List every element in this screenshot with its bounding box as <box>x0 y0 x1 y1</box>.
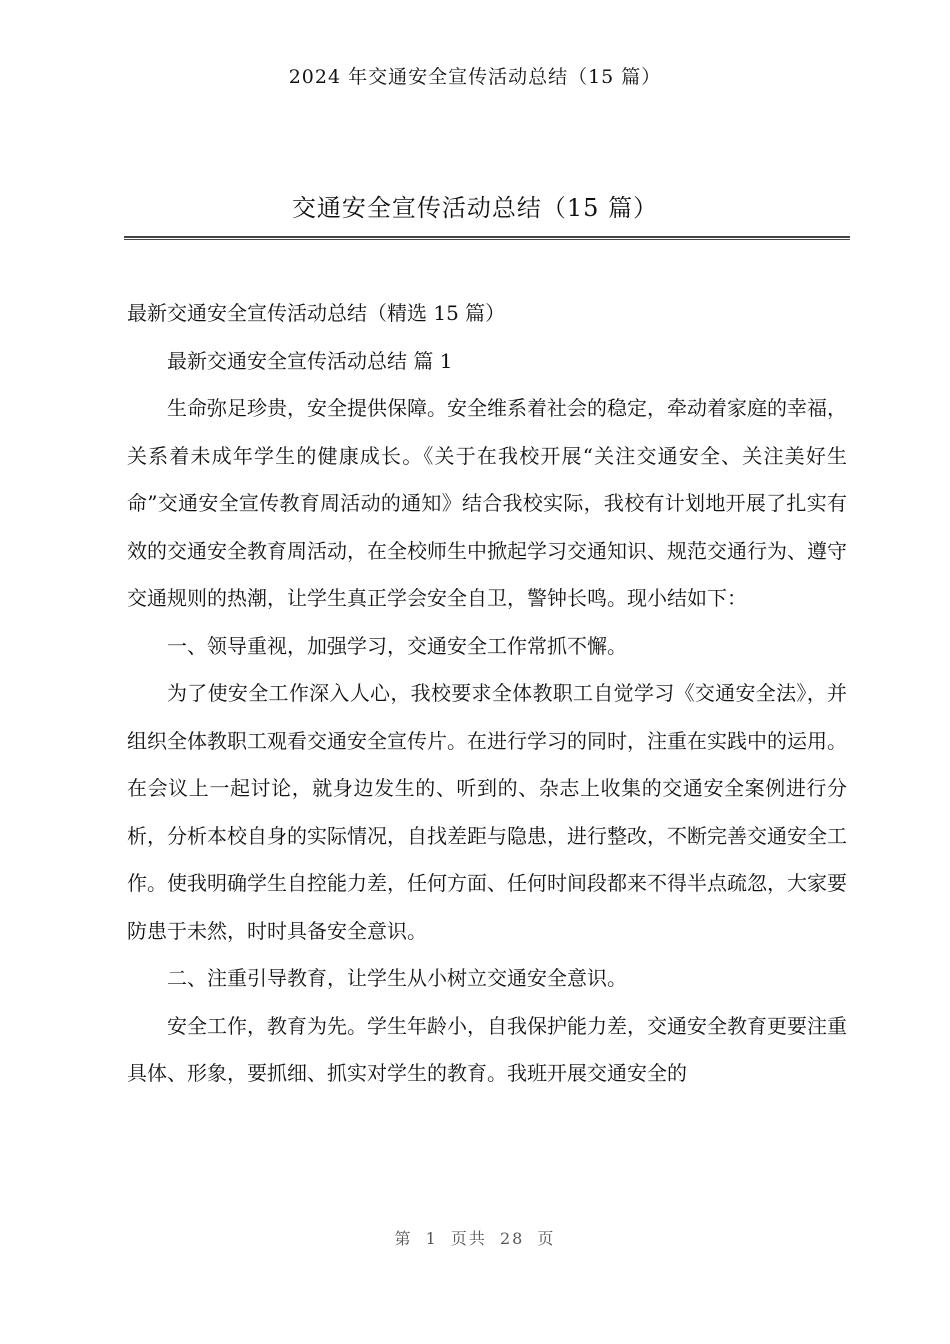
section-subheading: 一、领导重视，加强学习，交通安全工作常抓不懈。 <box>167 633 627 658</box>
body-paragraph: 安全工作，教育为先。学生年龄小，自我保护能力差，交通安全教育更要注重具体、形象，要抓细、抓实对学生的教育。我班开展交通安全的 <box>127 1013 847 1085</box>
page-footer: 第 1 页共 28 页 <box>394 1229 556 1248</box>
page-header: 2024 年交通安全宣传活动总结（15 篇） <box>288 66 662 88</box>
body-paragraph: 生命弥足珍贵，安全提供保障。安全维系着社会的稳定，牵动着家庭的幸福，关系着未成年学生的健康成长。《关于在我校开展“关注交通安全、关注美好生命”交通安全宣传教育周活动的通知》结合我校实际，我校有计划地开展了扎实有效的交通安全教育周活动，在全校师生中掀起学习交通知识、规范交通行为、遵守交通规则的热潮，让学生真正学会安全自卫，警钟长鸣。现小结如下： <box>127 396 847 610</box>
document-body <box>127 290 847 1098</box>
body-paragraph: 为了使安全工作深入人心，我校要求全体教职工自觉学习《交通安全法》，并组织全体教职工观看交通安全宣传片。在进行学习的同时，注重在实践中的运用。在会议上一起讨论，就身边发生的、听到的、杂志上收集的交通安全案例进行分析，分析本校自身的实际情况，自找差距与隐患，进行整改，不断完善交通安全工作。使我明确学生自控能力差，任何方面、任何时间段都来不得半点疏忽，大家要防患于未然，时时具备安全意识。 <box>127 681 847 943</box>
document-title: 交通安全宣传活动总结（15 篇） <box>291 194 659 222</box>
subtitle-paragraph: 最新交通安全宣传活动总结（精选 15 篇） <box>127 301 506 325</box>
section-heading: 最新交通安全宣传活动总结 篇 1 <box>167 348 453 373</box>
section-subheading: 二、注重引导教育，让学生从小树立交通安全意识。 <box>167 966 627 990</box>
title-divider <box>124 236 850 240</box>
